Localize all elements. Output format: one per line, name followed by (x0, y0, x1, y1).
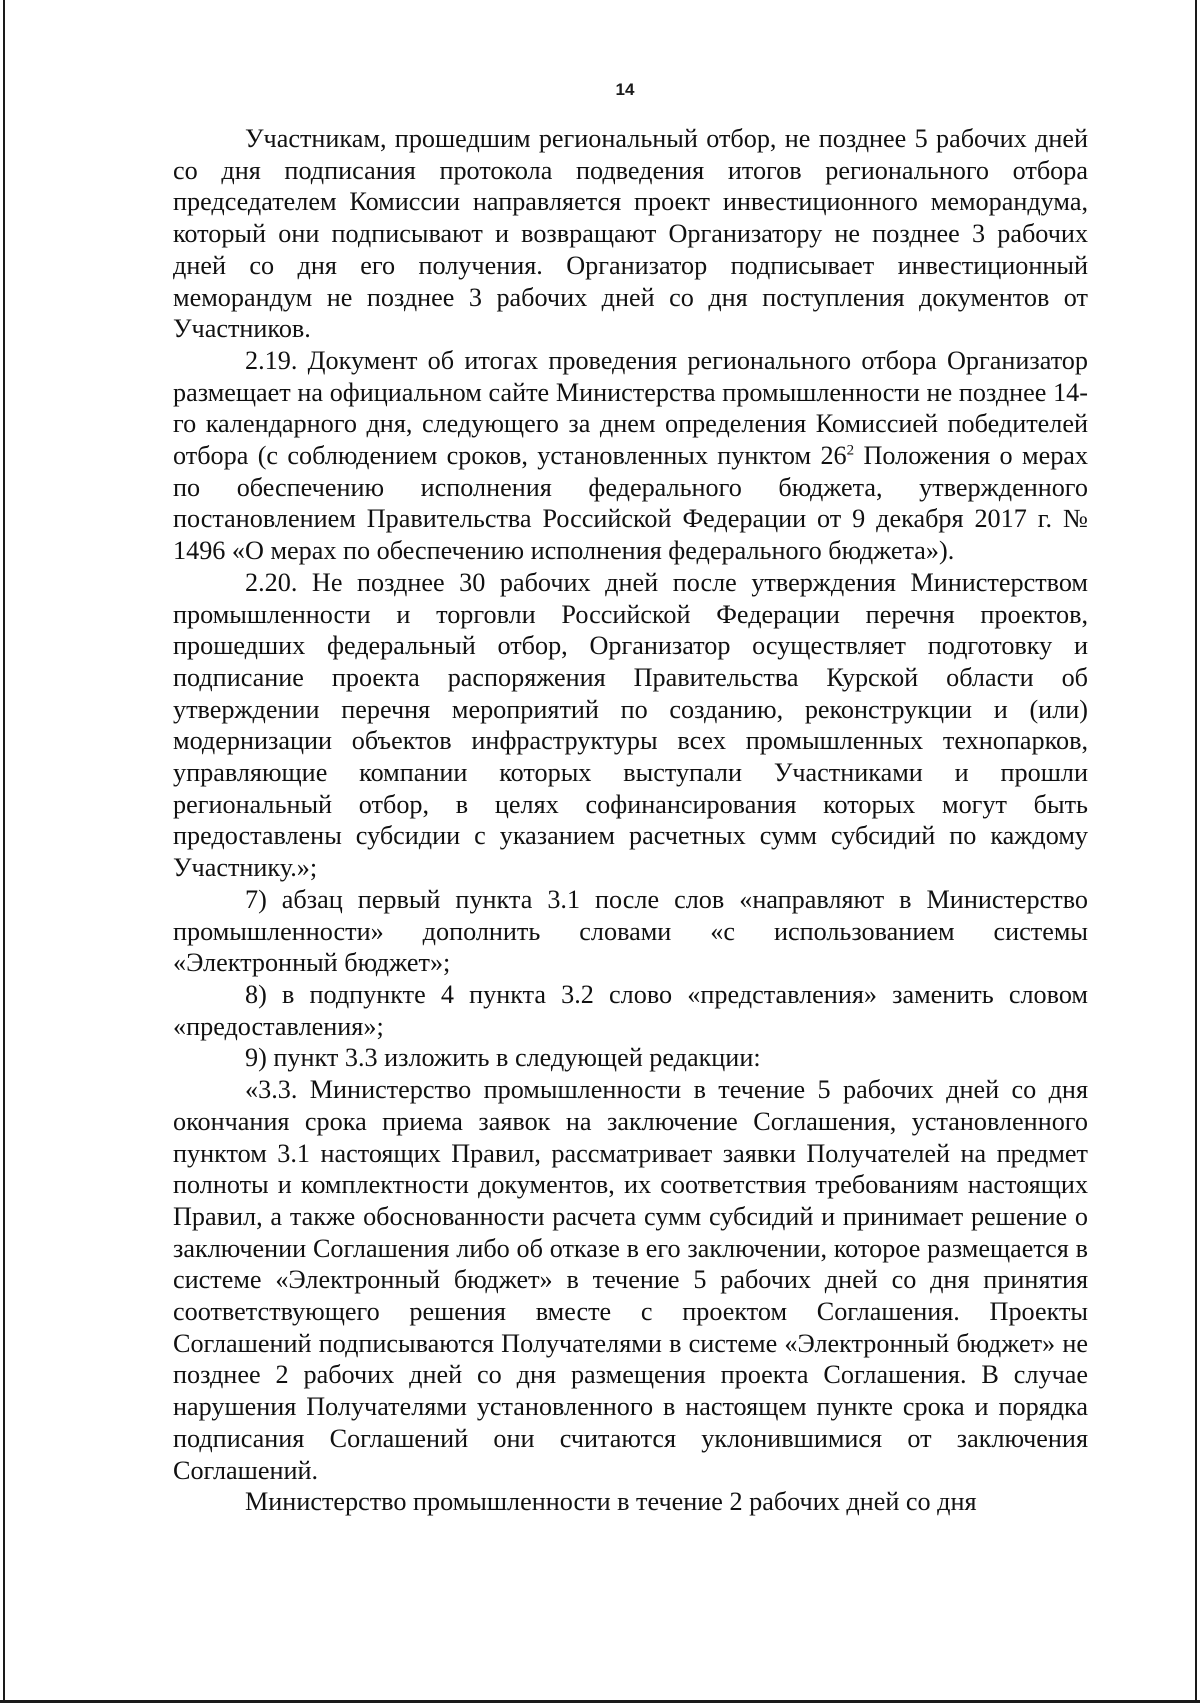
paragraph-2-20: 2.20. Не позднее 30 рабочих дней после утверждения Министерством промышленности и торговли Российской Федерации перечня проектов, прошедших федеральный отбор, Организатор осуществляет подготовку и подписание проекта распоряжения Правительства Курской области об утверждении перечня мероприятий по созданию, реконструкции и (или) модернизации объектов инфраструктуры всех промышленных технопарков, управляющие компании которых выступали Участниками и прошли региональный отбор, в целях софинансирования которых могут быть предоставлены субсидии с указанием расчетных сумм субсидий по каждому Участнику.»; (173, 567, 1088, 883)
superscript-2: 2 (846, 442, 855, 459)
paragraph-item-8: 8) в подпункте 4 пункта 3.2 слово «представления» заменить словом «предоставления»; (173, 979, 1088, 1041)
paragraph-2-19-text-cont: Положения о мерах по обеспечению исполнения федерального бюджета, утвержденного постановлением (173, 441, 1089, 534)
paragraph-2-19-text-end: Правительства Российской Федерации от 9 декабря 2017 г. № 1496 «О мерах по обеспечению исполнения федерального бюджета»). (173, 504, 1088, 566)
paragraph-item-9: 9) пункт 3.3 изложить в следующей редакции: (245, 1043, 761, 1073)
paragraph-ministry-continued: Министерство промышленности в течение 2 рабочих дней со дня (245, 1487, 977, 1517)
page-number: 14 (615, 80, 635, 99)
paragraph-item-7: 7) абзац первый пункта 3.1 после слов «направляют в Министерство промышленности» дополнить словами «с использованием системы «Электронный бюджет»; (173, 884, 1088, 978)
paragraph-2-19 (173, 345, 1088, 567)
paragraph-investment-memorandum: Участникам, прошедшим региональный отбор, не позднее 5 рабочих дней со дня подписания протокола подведения итогов регионального отбора председателем Комиссии направляется проект инвестиционного меморандума, который они подписывают и возвращают Организатору не позднее 3 рабочих дней со дня его получения. Организатор подписывает инвестиционный меморандум не позднее 3 рабочих дней со дня поступления документов от Участников. (173, 124, 1088, 344)
paragraph-3-3: «3.3. Министерство промышленности в течение 5 рабочих дней со дня окончания срока приема заявок на заключение Соглашения, установленного пунктом 3.1 настоящих Правил, рассматривает заявки Получателей на предмет полноты и комплектности документов, их соответствия требованиям настоящих Правил, а также обоснованности расчета сумм субсидий и принимает решение о заключении Соглашения либо об отказе в его заключении, которое размещается в системе «Электронный бюджет» в течение 5 рабочих дней со дня принятия соответствующего решения вместе с проектом Соглашения. Проекты Соглашений подписываются Получателями в системе «Электронный бюджет» не позднее 2 рабочих дней со дня размещения проекта Соглашения. В случае нарушения Получателями установленного в настоящем пункте срока и порядка подписания Соглашений они считаются уклонившимися от заключения Соглашений. (173, 1075, 1088, 1485)
scan-right-edge (1195, 0, 1197, 1703)
document-body (173, 123, 1088, 1518)
scan-left-edge (3, 0, 5, 1703)
paragraph-2-19-text: 2.19. Документ об итогах проведения регионального отбора Организатор размещает на официальном сайте Министерства промышленности не позднее 14-го календарного дня, следующего за днем определения Комиссией победителей отбора (с соблюдением сроков, установленных пунктом 26 (173, 345, 1088, 471)
